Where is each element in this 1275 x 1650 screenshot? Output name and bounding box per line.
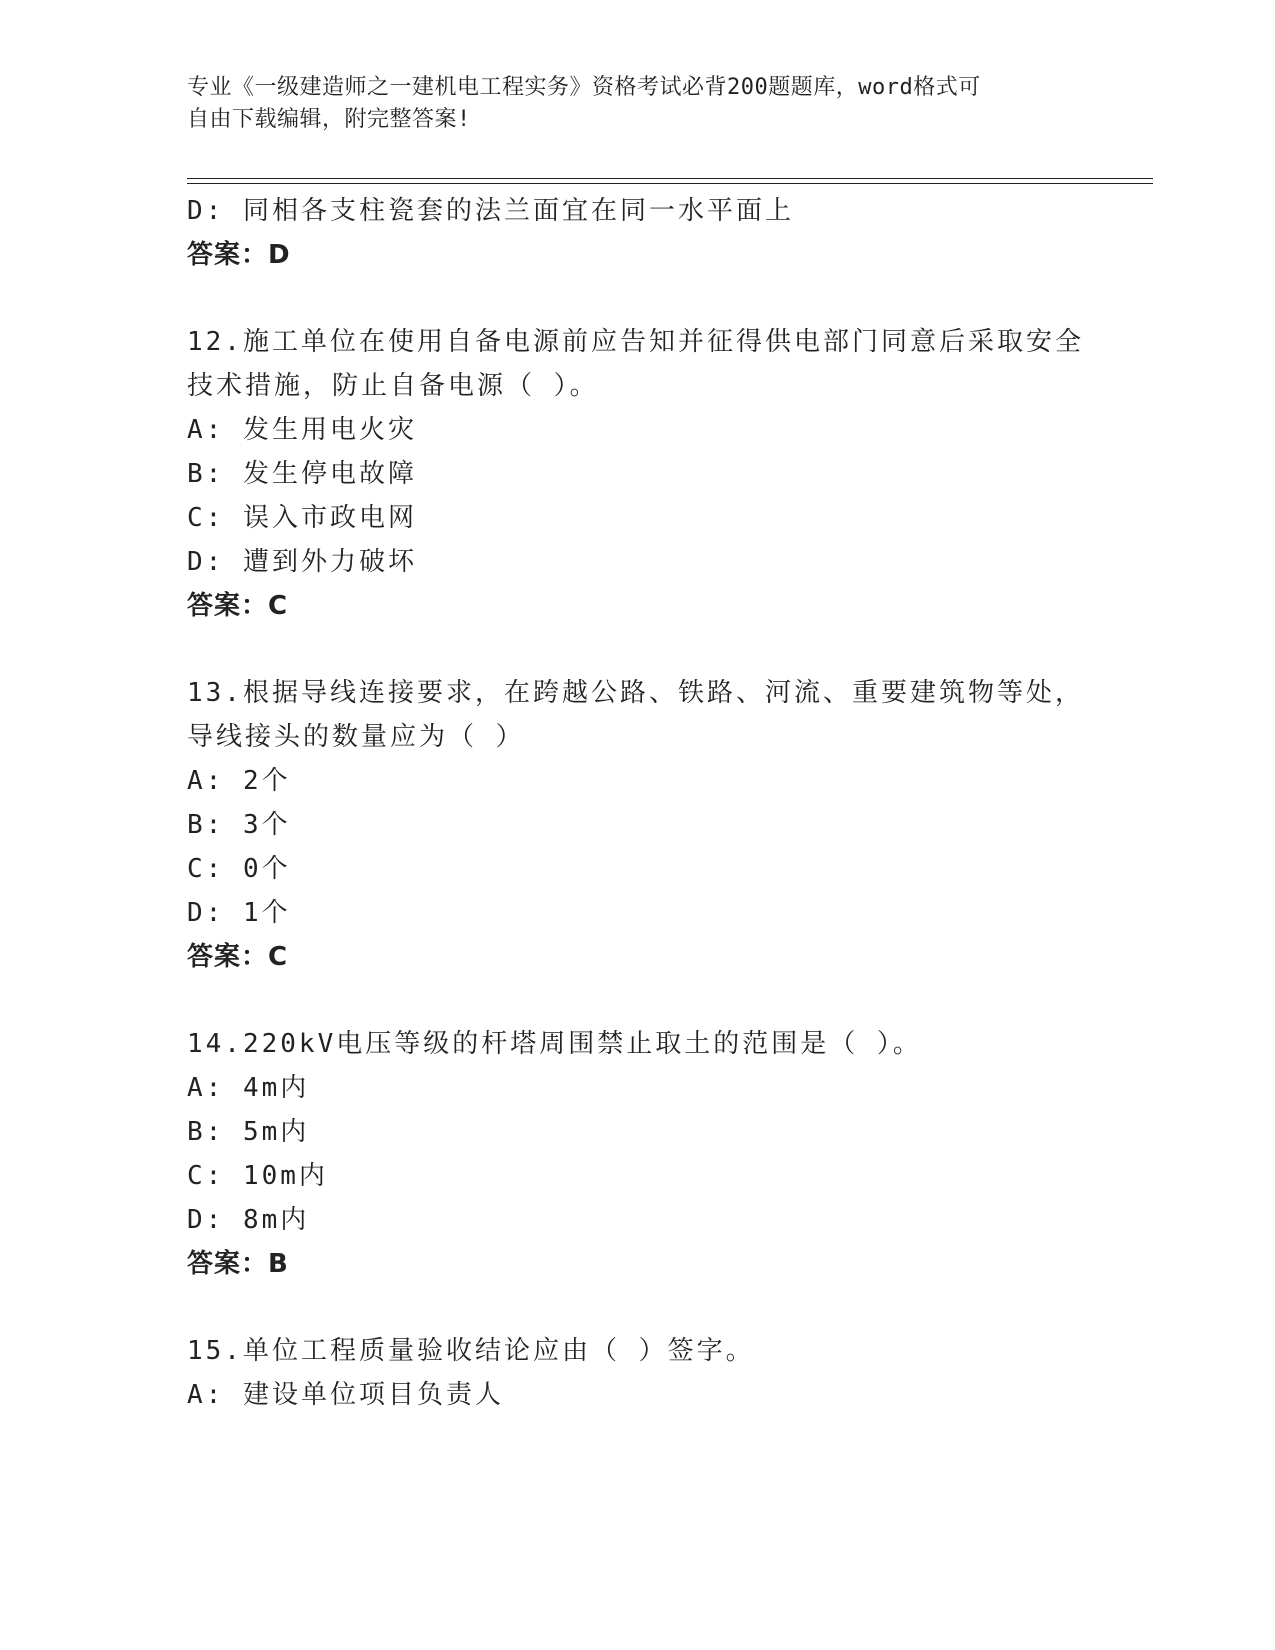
- q13-option-a: A: 2个: [187, 766, 291, 796]
- q13-option-c: C: 0个: [187, 854, 291, 884]
- q14-option-a: A: 4m内: [187, 1073, 310, 1103]
- q14-option-c: C: 10m内: [187, 1161, 328, 1191]
- q14-stem-line-1: 14.220kV电压等级的杆塔周围禁止取土的范围是（ ）。: [187, 1029, 922, 1059]
- q12-stem-line-2: 技术措施，防止自备电源（ ）。: [187, 371, 599, 401]
- document-header: [187, 72, 1087, 136]
- q14-option-b: B: 5m内: [187, 1117, 310, 1147]
- q13-answer: 答案：C: [187, 942, 289, 972]
- q12-option-b: B: 发生停电故障: [187, 459, 417, 489]
- q11-option-d: D: 同相各支柱瓷套的法兰面宜在同一水平面上: [187, 196, 794, 226]
- q12-option-c: C: 误入市政电网: [187, 503, 417, 533]
- q13-option-d: D: 1个: [187, 898, 291, 928]
- q11-answer: 答案：D: [187, 240, 291, 270]
- q15-option-a: A: 建设单位项目负责人: [187, 1380, 504, 1410]
- q13-stem-line-2: 导线接头的数量应为（ ）: [187, 722, 525, 752]
- q15-stem-line-1: 15.单位工程质量验收结论应由（ ）签字。: [187, 1336, 755, 1366]
- q14-answer: 答案：B: [187, 1249, 289, 1279]
- q13-option-b: B: 3个: [187, 810, 291, 840]
- header-title-line-2: 自由下载编辑，附完整答案!: [187, 107, 471, 132]
- q13-stem-line-1: 13.根据导线连接要求，在跨越公路、铁路、河流、重要建筑物等处，: [187, 678, 1084, 708]
- q12-stem-line-1: 12.施工单位在使用自备电源前应告知并征得供电部门同意后采取安全: [187, 327, 1084, 357]
- q14-option-d: D: 8m内: [187, 1205, 310, 1235]
- q12-option-a: A: 发生用电火灾: [187, 415, 417, 445]
- header-title-line-1: 专业《一级建造师之一建机电工程实务》资格考试必背200题题库，word格式可: [187, 75, 981, 100]
- q12-answer: 答案：C: [187, 591, 289, 621]
- header-divider-top: [187, 178, 1153, 179]
- q12-option-d: D: 遭到外力破坏: [187, 547, 417, 577]
- header-divider-bottom: [187, 183, 1153, 184]
